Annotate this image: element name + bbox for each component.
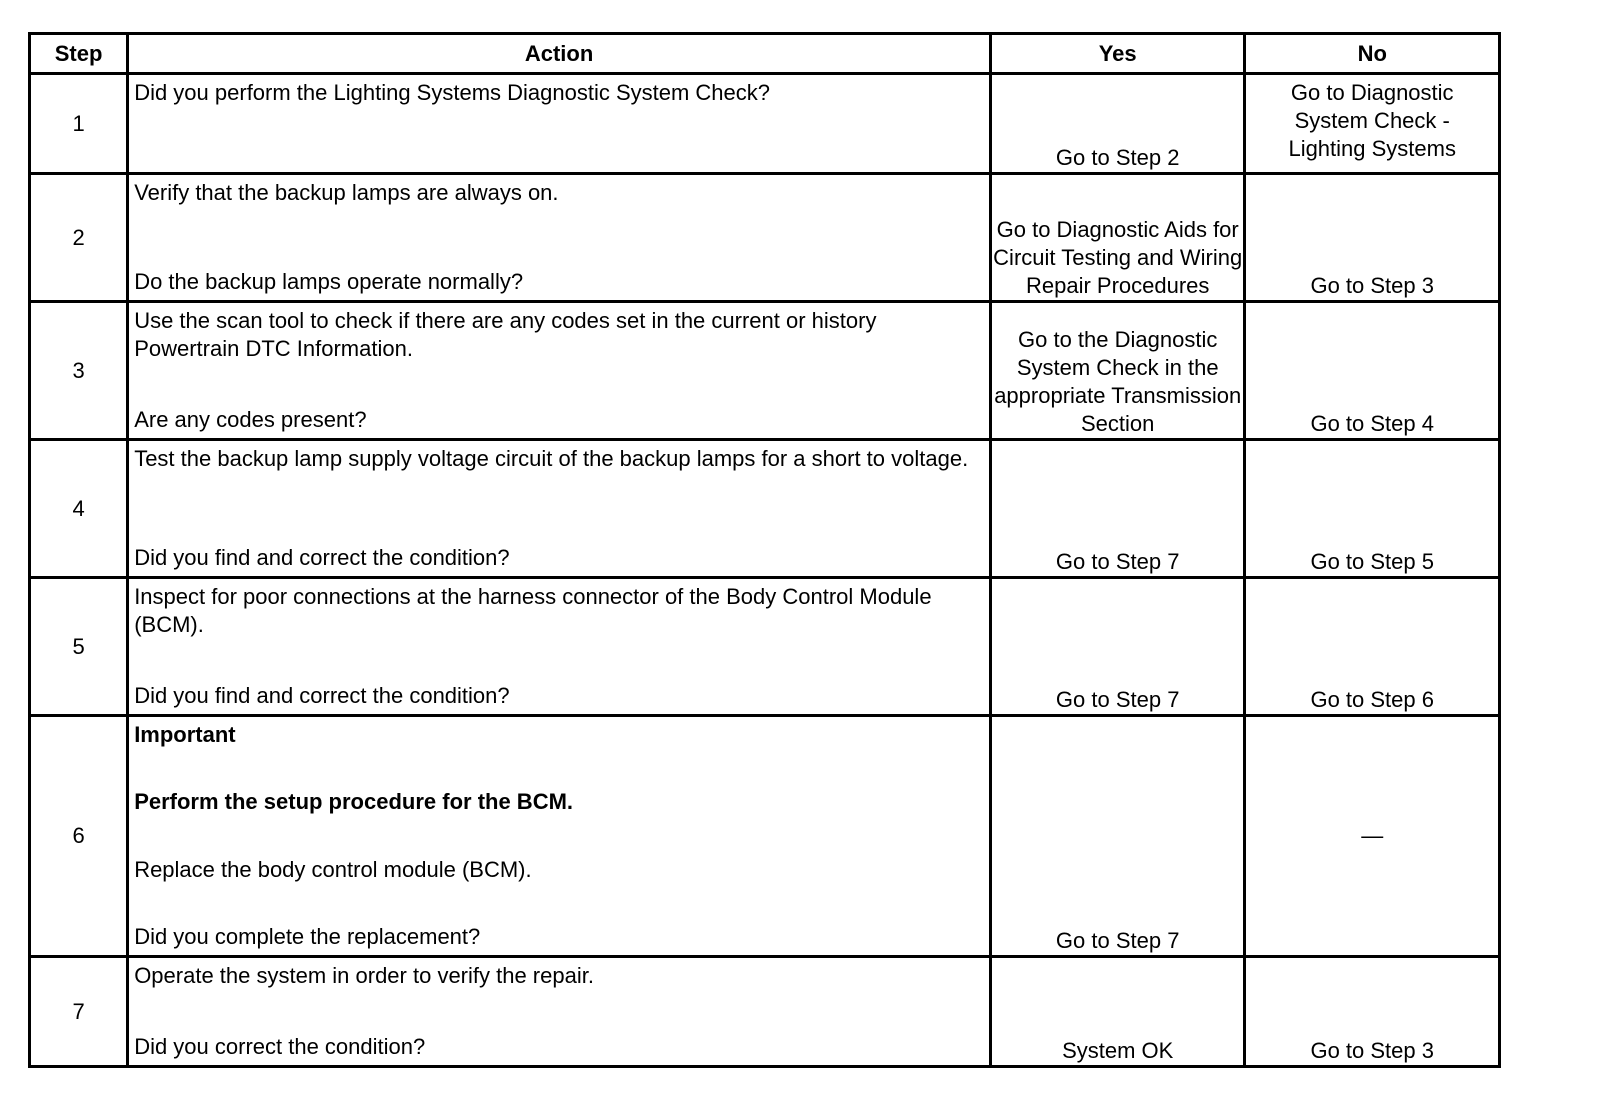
action-cell <box>128 440 991 578</box>
step-number: 7 <box>30 957 128 1067</box>
header-action: Action <box>128 34 991 74</box>
no-cell: — <box>1245 716 1500 957</box>
action-cell <box>128 302 991 440</box>
important-label: Important <box>134 722 236 747</box>
no-cell: Go to Step 4 <box>1245 302 1500 440</box>
table-row <box>30 174 1500 302</box>
action-question: Did you find and correct the condition? <box>134 545 510 570</box>
action-question: Do the backup lamps operate normally? <box>134 269 524 294</box>
setup-note: Perform the setup procedure for the BCM. <box>134 789 574 815</box>
action-question: Did you correct the condition? <box>134 1034 426 1059</box>
action-question: Did you find and correct the condition? <box>134 683 510 708</box>
yes-cell: System OK <box>990 957 1245 1067</box>
action-text: Did you perform the Lighting Systems Diagnostic System Check? <box>134 80 771 105</box>
header-yes: Yes <box>990 34 1245 74</box>
header-no: No <box>1245 34 1500 74</box>
action-cell <box>128 74 991 174</box>
step-number: 1 <box>30 74 128 174</box>
step-number: 6 <box>30 716 128 957</box>
table-row <box>30 302 1500 440</box>
diagnostic-table <box>28 32 1501 1068</box>
step-number: 4 <box>30 440 128 578</box>
no-cell: Go to Step 3 <box>1245 174 1500 302</box>
action-text: Inspect for poor connections at the harness connector of the Body Control Module (BCM). <box>134 584 932 637</box>
yes-cell: Go to Step 7 <box>990 578 1245 716</box>
table-header-row <box>30 34 1500 74</box>
yes-cell: Go to Step 2 <box>990 74 1245 174</box>
action-cell <box>128 957 991 1067</box>
no-cell: Go to Diagnostic System Check - Lighting Systems <box>1245 74 1500 174</box>
yes-cell: Go to Step 7 <box>990 716 1245 957</box>
step-number: 2 <box>30 174 128 302</box>
table-row <box>30 74 1500 174</box>
action-text: Verify that the backup lamps are always on. <box>134 180 559 205</box>
step-number: 5 <box>30 578 128 716</box>
action-text: Operate the system in order to verify the repair. <box>134 963 594 988</box>
no-cell: Go to Step 6 <box>1245 578 1500 716</box>
no-cell: Go to Step 5 <box>1245 440 1500 578</box>
table-row <box>30 440 1500 578</box>
table-row <box>30 578 1500 716</box>
yes-cell: Go to Step 7 <box>990 440 1245 578</box>
no-cell: Go to Step 3 <box>1245 957 1500 1067</box>
action-cell <box>128 174 991 302</box>
step-number: 3 <box>30 302 128 440</box>
header-step: Step <box>30 34 128 74</box>
yes-cell: Go to Diagnostic Aids for Circuit Testing and Wiring Repair Procedures <box>990 174 1245 302</box>
action-text: Replace the body control module (BCM). <box>134 856 532 882</box>
action-text: Use the scan tool to check if there are any codes set in the current or history Powertrain DTC Information. <box>134 308 877 361</box>
action-question: Did you complete the replacement? <box>134 923 481 949</box>
action-question: Are any codes present? <box>134 407 367 432</box>
action-cell <box>128 578 991 716</box>
table-row <box>30 957 1500 1067</box>
action-text: Test the backup lamp supply voltage circuit of the backup lamps for a short to voltage. <box>134 446 969 471</box>
action-cell <box>128 716 991 957</box>
yes-cell: Go to the Diagnostic System Check in the appropriate Transmission Section <box>990 302 1245 440</box>
table-row <box>30 716 1500 957</box>
